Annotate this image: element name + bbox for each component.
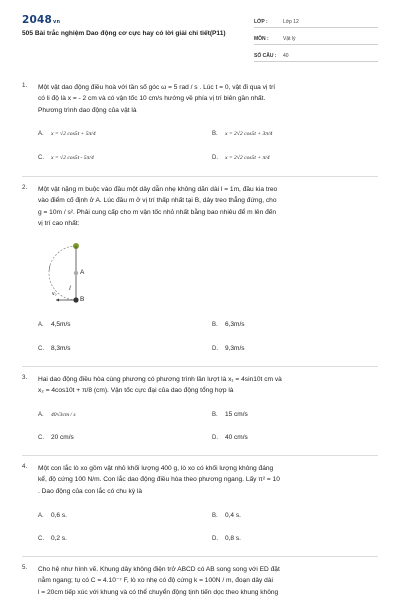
option-2b[interactable] [212, 321, 245, 328]
meta-row-count [254, 48, 378, 62]
label-v0: v₀ [52, 291, 57, 297]
option-text: x = √2 cos5t - 5π/4 [51, 155, 94, 161]
option-text: 0,6 s. [51, 512, 67, 519]
option-4d[interactable] [212, 535, 241, 542]
question-line: Cho hệ như hình vẽ. Khung dây không điện trở ABCD có AB song song với ED đặt [38, 566, 280, 573]
option-1b[interactable] [212, 130, 272, 137]
question-number: 5. [22, 564, 28, 571]
question-number: 2. [22, 184, 28, 191]
meta-label: MÔN : [254, 36, 269, 42]
question-line: g = 10m / s². Phải cung cấp cho m vận tốc nhỏ nhất bằng bao nhiêu để m lên đến [38, 208, 277, 216]
option-letter: A. [38, 322, 44, 328]
option-text: x = 2√2 cos5t + π/4 [225, 155, 270, 161]
option-letter: B. [212, 513, 218, 519]
option-text: 4,5m/s [51, 321, 71, 328]
question-line: Phương trình dao động của vật là [38, 106, 137, 114]
option-text: 8,3m/s [51, 345, 71, 352]
site-logo[interactable]: 2048vn [22, 14, 61, 26]
option-letter: A. [38, 131, 44, 137]
divider [22, 176, 378, 177]
option-2d[interactable] [212, 345, 245, 352]
pivot-point-a [74, 271, 78, 275]
option-letter: A. [38, 513, 44, 519]
option-2c[interactable] [38, 345, 71, 352]
meta-value: Lớp 12 [283, 19, 299, 25]
option-text: 0,8 s. [225, 535, 241, 542]
question-text [38, 564, 383, 598]
option-letter: C. [38, 435, 44, 441]
label-b: B [80, 296, 85, 303]
option-3b[interactable] [212, 411, 248, 418]
option-letter: D. [212, 536, 218, 542]
question-text [38, 82, 383, 116]
option-letter: D. [212, 435, 218, 441]
question-line: Một con lắc lò xo gồm vật nhỏ khối lượng 400 g, lò xo có khối lượng không đáng [38, 465, 274, 472]
option-text: 40 cm/s [225, 434, 248, 441]
question-number: 3. [22, 374, 28, 381]
option-text: x = 2√2 cos5t + 3π/4 [225, 131, 273, 137]
document-title: 505 Bài trắc nghiệm Dao động cơ cực hay có lời giải chi tiết(P11) [22, 30, 226, 37]
pendulum-diagram [38, 243, 108, 313]
option-3a[interactable] [38, 411, 76, 418]
option-text: 0,2 s. [51, 535, 67, 542]
option-1d[interactable] [212, 154, 270, 161]
option-letter: D. [212, 155, 218, 161]
option-text: 9,3m/s [225, 345, 245, 352]
option-letter: C. [38, 155, 44, 161]
question-line: nằm ngang; tụ có C = 4.10⁻⁷ F, lò xo nhẹ có độ cứng k = 100N / m, đoạn dây dài [38, 577, 273, 585]
option-1a[interactable] [38, 130, 96, 137]
option-text: 0,4 s. [225, 512, 241, 519]
option-letter: D. [212, 346, 218, 352]
question-line: vào điểm cố định ở A. Lúc đầu m ở vị trí thấp nhất tại B, dây treo thẳng đứng, cho [38, 197, 277, 205]
option-4a[interactable] [38, 512, 67, 519]
question-text [38, 374, 383, 397]
option-1c[interactable] [38, 154, 94, 161]
question-line: kể, độ cứng 100 N/m. Con lắc dao động điều hòa theo phương ngang. Lấy π² = 10 [38, 476, 280, 484]
option-letter: C. [38, 536, 44, 542]
question-line: . Dao động của con lắc có chu kỳ là [38, 487, 143, 495]
divider [22, 366, 378, 367]
option-text: 20 cm/s [51, 434, 74, 441]
question-text [38, 184, 383, 229]
meta-label: LỚP : [254, 19, 268, 25]
question-line: Một vật dao động điều hoà với tần số góc ω = 5 rad / s . Lúc t = 0, vật đi qua vị trí [38, 84, 276, 91]
question-line: vị trí cao nhất: [38, 219, 80, 227]
label-l: l [69, 285, 71, 292]
question-line: x₂ = 4cos10t + π/8 (cm). Vận tốc cực đại của dao động tổng hợp là [38, 387, 234, 395]
question-line: l = 20cm tiếp xúc với khung và có thể chuyển động tịnh tiến dọc theo khung không [38, 588, 279, 596]
ball-point-b [73, 297, 78, 302]
pendulum-figure [38, 243, 108, 313]
option-letter: B. [212, 412, 218, 418]
option-text: 6,3m/s [225, 321, 245, 328]
question-line: có li độ là x = - 2 cm và có vận tốc 10 cm/s hướng về phía vị trí biên gần nhất. [38, 95, 266, 103]
option-letter: B. [212, 322, 218, 328]
label-a: A [80, 269, 85, 276]
option-text: 40√3cm / s [51, 412, 76, 418]
question-line: Hai dao động điều hòa cùng phương có phương trình lần lượt là x₁ = 4sin10t cm và [38, 376, 282, 383]
option-3c[interactable] [38, 434, 74, 441]
velocity-arrowhead [56, 299, 59, 302]
option-2a[interactable] [38, 321, 71, 328]
meta-value: Vật lý [283, 36, 296, 42]
question-number: 4. [22, 463, 28, 470]
question-text [38, 463, 383, 497]
option-letter: C. [38, 346, 44, 352]
question-line: Một vật nặng m buộc vào đầu một dây dẫn nhẹ không dãn dài l = 1m, đầu kia treo [38, 186, 278, 193]
option-text: 15 cm/s [225, 411, 248, 418]
option-text: x = √2 cos5t + 5π/4 [51, 131, 96, 137]
document-meta [254, 14, 378, 65]
option-4b[interactable] [212, 512, 241, 519]
option-letter: A. [38, 412, 44, 418]
question-number: 1. [22, 82, 28, 89]
meta-value: 40 [283, 53, 289, 59]
divider [22, 455, 378, 456]
option-3d[interactable] [212, 434, 248, 441]
option-4c[interactable] [38, 535, 67, 542]
meta-label: SỐ CÂU : [254, 53, 277, 59]
divider [22, 556, 378, 557]
option-letter: B. [212, 131, 218, 137]
meta-row-subject [254, 31, 378, 45]
header [0, 0, 400, 60]
meta-row-class [254, 14, 378, 28]
